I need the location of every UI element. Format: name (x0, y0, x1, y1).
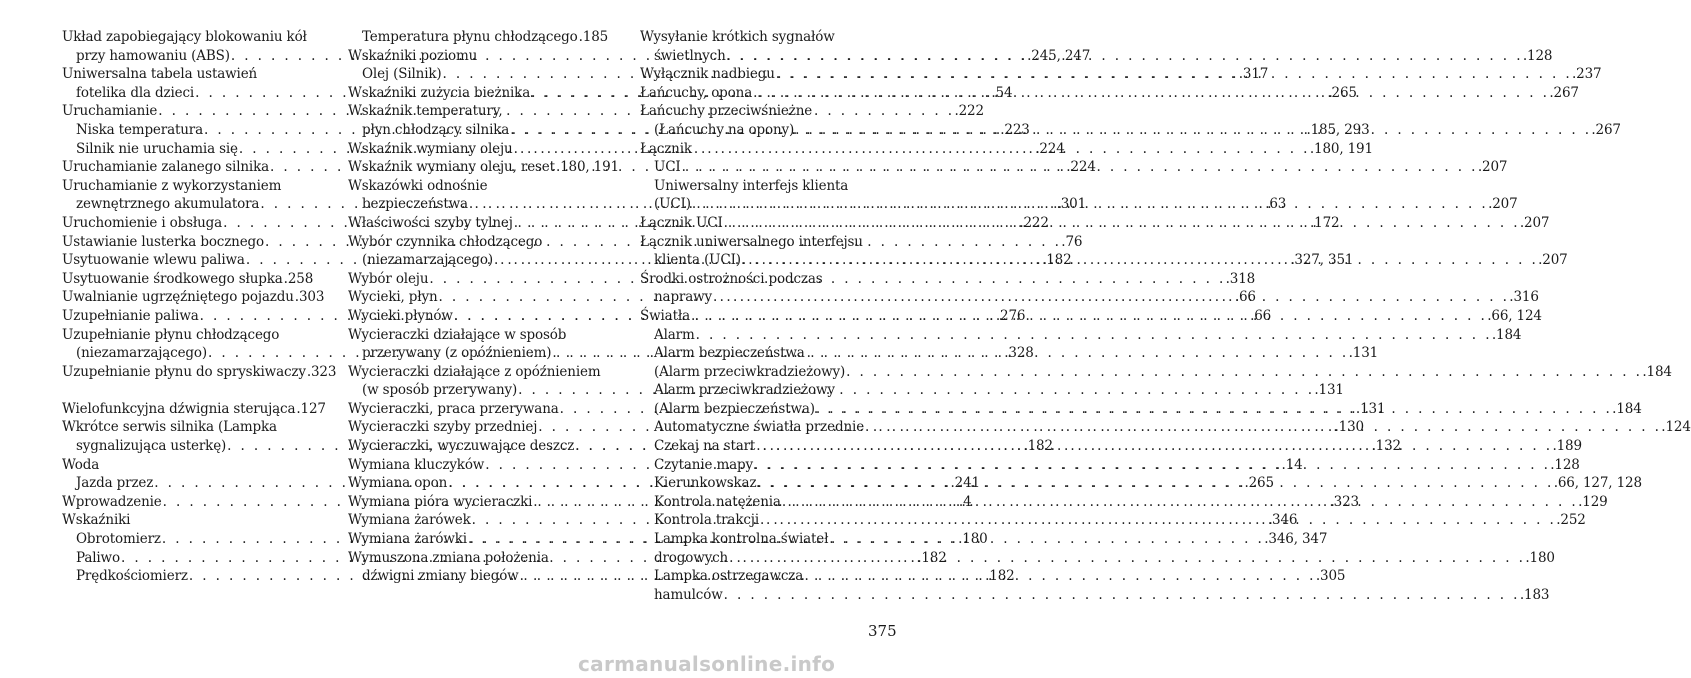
index-entry-term: Uruchamianie zalanego silnika (62, 159, 270, 176)
index-entry-term: Wycieraczki, wyczuwające deszcz (348, 438, 575, 455)
index-entry-term: przerywany (z opóźnieniem) (362, 345, 552, 362)
index-entry-term: Uwalnianie ugrzęźniętego pojazdu (62, 289, 294, 306)
index-entry-term: Kontrola trakcji (654, 512, 759, 529)
index-entry-pages: .128 (1522, 47, 1553, 64)
index-entry (348, 28, 609, 47)
index-entry-term: Wycieki płynów (348, 307, 453, 324)
index-entry-pages: .258 (283, 270, 314, 287)
index-entry-term: (w sposób przerywany) (362, 382, 518, 399)
index-entry-term: dźwigni zmiany biegów (362, 568, 519, 585)
page-number: 375 (868, 622, 897, 640)
index-entry-term: Uruchomienie i obsługa (62, 214, 223, 231)
index-entry-leader (864, 418, 1661, 437)
index-entry-term: przy hamowaniu (ABS) (76, 47, 230, 64)
index-entry-term: klienta (UCI) (654, 252, 741, 269)
index-entry-term: sygnalizująca usterkę) (76, 438, 227, 455)
index-entry-pages: .63 (1265, 196, 1287, 213)
index-entry (62, 28, 310, 47)
index-entry-pages: .185, 293 (1306, 121, 1370, 138)
index-entry-pages: .184 (1612, 400, 1642, 417)
index-entry-pages: .317 (1238, 66, 1269, 83)
index-entry-pages: .172 (1310, 214, 1340, 231)
index-entry-leader (781, 493, 1578, 512)
index-entry-term: Usytuowanie wlewu paliwa (62, 252, 245, 269)
index-entry-term: Czytanie mapy (654, 456, 754, 473)
index-entry-pages: .223 (1000, 121, 1030, 138)
index-entry-term: hamulców (654, 586, 723, 603)
index-entry-pages: .222 (1019, 214, 1049, 231)
index-entry (348, 326, 606, 345)
index-entry-term: Uzupełnianie płynu do spryskiwaczy (62, 363, 306, 380)
index-entry-term: Wprowadzenie (62, 493, 162, 510)
index-entry-pages: .328 (1004, 345, 1034, 362)
index-entry-pages: .66, 127, 128 (1553, 475, 1642, 492)
index-entry-leader (753, 456, 1550, 475)
index-entry-term: Jazda przez (76, 475, 154, 492)
index-entry-term: Olej (Silnik) (362, 66, 442, 83)
index-entry-leader (741, 251, 1538, 270)
index-entry-term: Automatyczne światła przednie (654, 419, 865, 436)
index-entry-pages: .327, 351 (1290, 252, 1354, 269)
index-entry-term: Wycieraczki, praca przerywana (348, 400, 559, 417)
index-entry-pages: .183 (1519, 586, 1550, 603)
index-entry-term: Wskaźniki zużycia bieżnika (348, 84, 531, 101)
index-entry-term: zewnętrznego akumulatora (76, 196, 260, 213)
index-entry-pages: .276 (995, 307, 1026, 324)
index-entry-term: Wycieraczki działające z opóźnieniem (348, 363, 601, 380)
index-entry-pages: .184 (1491, 326, 1522, 343)
index-entry-term: Kierunkowskaz (654, 475, 757, 492)
index-entry-term: Wycieraczki działające w sposób (348, 326, 567, 343)
index-entry-term: Łącznik uniwersalnego interfejsu (640, 233, 863, 250)
index-entry-pages: .131 (1348, 345, 1379, 362)
index-entry-term: Wybór czynnika chłodzącego (348, 233, 543, 250)
index-entry-term: Łącznik (640, 140, 692, 157)
index-entry-term: Wyłącznik nadbiegu (640, 66, 775, 83)
index-entry-term: Wybór oleju (348, 270, 429, 287)
index-entry-term: Uruchamianie z wykorzystaniem (62, 177, 282, 194)
index-entry (640, 270, 896, 289)
index-entry-pages: .323 (306, 363, 337, 380)
index-entry-term: (Alarm przeciwkradzieżowy) (654, 363, 846, 380)
index-entry-pages: .76 (1061, 233, 1083, 250)
index-entry-pages: .265 (1327, 84, 1357, 101)
index-entry-pages: .301 (1056, 196, 1087, 213)
index-entry-leader (519, 567, 1316, 586)
index-entry-pages: .66 (1234, 289, 1256, 306)
index-entry-term: Światła (640, 307, 690, 324)
index-entry-term: Ustawianie lusterka bocznego (62, 233, 265, 250)
index-entry-leader (681, 158, 1478, 177)
index-entry-leader (726, 47, 1523, 66)
index-entry-term: (niezamarzającego) (76, 345, 208, 362)
index-entry-term: świetlnych (654, 47, 726, 64)
index-entry-pages: .189 (1552, 438, 1582, 455)
index-entry (640, 28, 896, 47)
index-entry-pages: .323 (1329, 493, 1359, 510)
index-entry-term: Wymiana opon (348, 475, 448, 492)
index-entry-term: Alarm (654, 326, 695, 343)
index-entry-pages: .131 (1355, 400, 1386, 417)
index-entry-leader (517, 381, 1314, 400)
index-entry-term: Uniwersalna tabela ustawień (62, 66, 258, 83)
index-entry-term: Wskaźnik wymiany oleju (348, 140, 513, 157)
index-entry-term: Alarm przeciwkradzieżowy (654, 382, 835, 399)
index-entry (62, 363, 337, 382)
index-entry-pages: .130 (1334, 419, 1364, 436)
index-entry (348, 233, 606, 252)
index-entry-term: Układ zapobiegający blokowaniu kół (62, 29, 307, 45)
index-entry-pages: .207 (1477, 159, 1508, 176)
index-entry-pages: .305 (1315, 568, 1346, 585)
index-entry-pages: .180 (958, 531, 988, 548)
index-entry (640, 567, 896, 586)
index-entry (348, 47, 606, 66)
index-entry-pages: .132 (1371, 438, 1401, 455)
index-entry-pages: .182 (985, 568, 1015, 585)
index-entry-term: Paliwo (76, 549, 120, 566)
index-entry (348, 549, 606, 568)
index-entry-leader (691, 195, 1488, 214)
index-entry-leader (690, 307, 1487, 326)
watermark: carmanualsonline.info (578, 652, 836, 676)
index-entry-term: Uzupełnianie płynu chłodzącego (62, 326, 280, 343)
index-entry-term: Łańcuchy przeciwśnieżne (640, 103, 813, 120)
index-entry-pages: .66, 124 (1487, 307, 1542, 324)
index-entry-pages: .207 (1519, 214, 1550, 231)
index-entry-term: (UCI) (654, 196, 691, 213)
index-entry-term: UCI (654, 159, 681, 176)
index-entry-pages: .4 (958, 493, 972, 510)
index-entry-term: Wycieraczki szyby przedniej (348, 419, 538, 436)
index-entry-pages: .224 (1066, 159, 1096, 176)
index-entry-term: Łańcuchy, opona (640, 84, 753, 101)
index-entry-term: Prędkościomierz (76, 568, 188, 585)
index-entry-term: Wycieki, płyn (348, 289, 438, 306)
index-entry-leader (723, 214, 1520, 233)
index-entry-leader (723, 586, 1520, 605)
index-entry (348, 158, 619, 177)
index-entry (62, 511, 310, 530)
index-entry-term: Właściwości szyby tylnej (348, 214, 513, 231)
index-entry-pages: .182 (1023, 438, 1053, 455)
index-entry-pages: .182 (1042, 252, 1072, 269)
index-entry-term: Wymiana kluczyków (348, 456, 485, 473)
index-entry-pages: .318 (1225, 270, 1256, 287)
index-entry-term: Alarm bezpieczeństwa (654, 345, 805, 362)
index-entry (640, 344, 896, 363)
index-entry-term: Wymuszona zmiana położenia (348, 549, 549, 566)
index-entry-pages: .180, 191 (1309, 140, 1373, 157)
index-entry (62, 288, 325, 307)
index-entry-pages: .316 (1509, 289, 1539, 306)
index-entry-leader (775, 65, 1572, 84)
index-entry-term: Uruchamianie (62, 103, 158, 120)
index-entry-term: Wymiana żarówki (348, 531, 467, 548)
index-entry-pages: .54 (991, 84, 1013, 101)
index-entry-pages: .267 (1549, 84, 1579, 101)
index-entry-pages: .182 (917, 549, 947, 566)
index-entry-pages: .180, 191 (555, 159, 619, 176)
index-entry-pages: .222 (954, 103, 984, 120)
index-entry-pages: .346 (1267, 512, 1298, 529)
index-entry (348, 363, 606, 382)
index-entry-pages: .66 (1250, 307, 1272, 324)
index-entry-pages: .128 (1550, 456, 1580, 473)
index-entry-pages: .184 (1642, 363, 1672, 380)
index-entry-pages: .180 (1525, 549, 1555, 566)
index-entry-pages: .237 (1572, 66, 1602, 83)
index-entry-leader (755, 437, 1552, 456)
index-entry (640, 381, 896, 400)
index-entry-term: Wskaźniki poziomu (348, 47, 478, 64)
index-entry-term: Temperatura płynu chłodzącego (362, 29, 578, 45)
index-entry (62, 400, 326, 419)
index-entry-term: fotelika dla dzieci (76, 84, 195, 101)
index-entry-leader (728, 549, 1525, 568)
index-gap (62, 381, 310, 400)
index-entry (62, 177, 310, 196)
index-entry-term: Lampka kontrolna świateł (654, 531, 829, 548)
index-entry-term: Wymiana żarówek (348, 512, 471, 529)
index-entry-leader (756, 474, 1553, 493)
index-entry (640, 326, 1522, 345)
index-entry-term: Silnik nie uruchamia się (76, 140, 238, 157)
index-entry (640, 363, 1672, 382)
index-entry-leader (712, 288, 1509, 307)
index-entry-leader (794, 121, 1591, 140)
index-entry-term: Wskaźnik temperatury, (348, 103, 503, 120)
index-entry (62, 418, 310, 437)
index-entry (640, 140, 896, 159)
index-entry-term: (Alarm bezpieczeństwa) (654, 400, 815, 417)
index-entry-pages: .224 (1035, 140, 1065, 157)
index-entry-term: Uniwersalny interfejs klienta (654, 177, 849, 194)
index-entry-term: drogowych (654, 549, 729, 566)
index-entry-term: Wymiana pióra wycieraczki (348, 493, 533, 510)
index-entry-pages: .267 (1591, 121, 1621, 138)
index-entry-leader (695, 326, 1492, 345)
index-entry (640, 177, 896, 196)
index-entry-term: Łącznik UCI (640, 214, 723, 231)
index-entry-pages: .207 (1538, 252, 1568, 269)
index-entry-pages: .127 (296, 400, 326, 417)
index-entry-term: Wskaźniki (62, 512, 131, 529)
index-entry-pages: .241 (950, 475, 980, 492)
index-entry-term: Wielofunkcyjna dźwignia sterująca (62, 400, 296, 417)
index-entry-term: Wysyłanie krótkich sygnałów (640, 29, 835, 45)
index-entry-pages: .129 (1578, 493, 1608, 510)
index-entry-pages: .252 (1556, 512, 1586, 529)
index-entry-leader (815, 400, 1612, 419)
index-entry-term: Wkrótce serwis silnika (Lampka (62, 419, 277, 436)
index-entry-term: Czekaj na start (654, 438, 756, 455)
index-entry (640, 102, 896, 121)
index-entry-pages: .131 (1314, 382, 1344, 399)
index-entry-term: (niezamarzającego) (362, 252, 494, 269)
index-entry-term: Uzupełnianie paliwa (62, 307, 199, 324)
index-entry-pages: .346, 347 (1264, 531, 1328, 548)
index-entry-term: Wskazówki odnośnie (348, 177, 488, 194)
index-entry (348, 102, 606, 121)
index-entry-pages: .185 (578, 29, 609, 45)
index-entry-term: (Łańcuchy na opony) (654, 121, 795, 138)
index-entry-term: Woda (62, 456, 100, 473)
index-entry-term: Niska temperatura (76, 121, 203, 138)
index-entry-term: Kontrola natężenia (654, 493, 781, 510)
index-entry (62, 456, 310, 475)
index-entry-term: Obrotomierz (76, 531, 161, 548)
index-entry-leader (752, 84, 1549, 103)
index-entry (62, 65, 310, 84)
index-entry (348, 177, 606, 196)
index-entry-term: naprawy (654, 289, 713, 306)
index-entry (62, 270, 314, 289)
index-entry (640, 586, 1550, 605)
index-entry-term: bezpieczeństwa (362, 196, 468, 213)
index-entry-term: Wskaźnik wymiany oleju, reset (348, 159, 555, 176)
index-entry-pages: .207 (1488, 196, 1518, 213)
index-entry-pages: .303 (294, 289, 325, 306)
index-entry-pages: .245, 247 (1027, 47, 1091, 64)
index-entry-leader (513, 140, 1310, 159)
index-entry-term: płyn chłodzący silnika (362, 121, 510, 138)
index-entry-leader (845, 363, 1642, 382)
index-entry-term: Lampka ostrzegawcza (654, 568, 804, 585)
index-entry-pages: .124 (1661, 419, 1691, 436)
index-entry-leader (759, 511, 1556, 530)
index-entry-term: Usytuowanie środkowego słupka (62, 270, 283, 287)
index-entry-pages: .14 (1281, 456, 1303, 473)
index-entry (62, 326, 310, 345)
index-entry-pages: .265 (1244, 475, 1274, 492)
index-entry-term: Środki ostrożności podczas (640, 270, 823, 287)
index-entry (640, 233, 896, 252)
index-entry (640, 530, 896, 549)
